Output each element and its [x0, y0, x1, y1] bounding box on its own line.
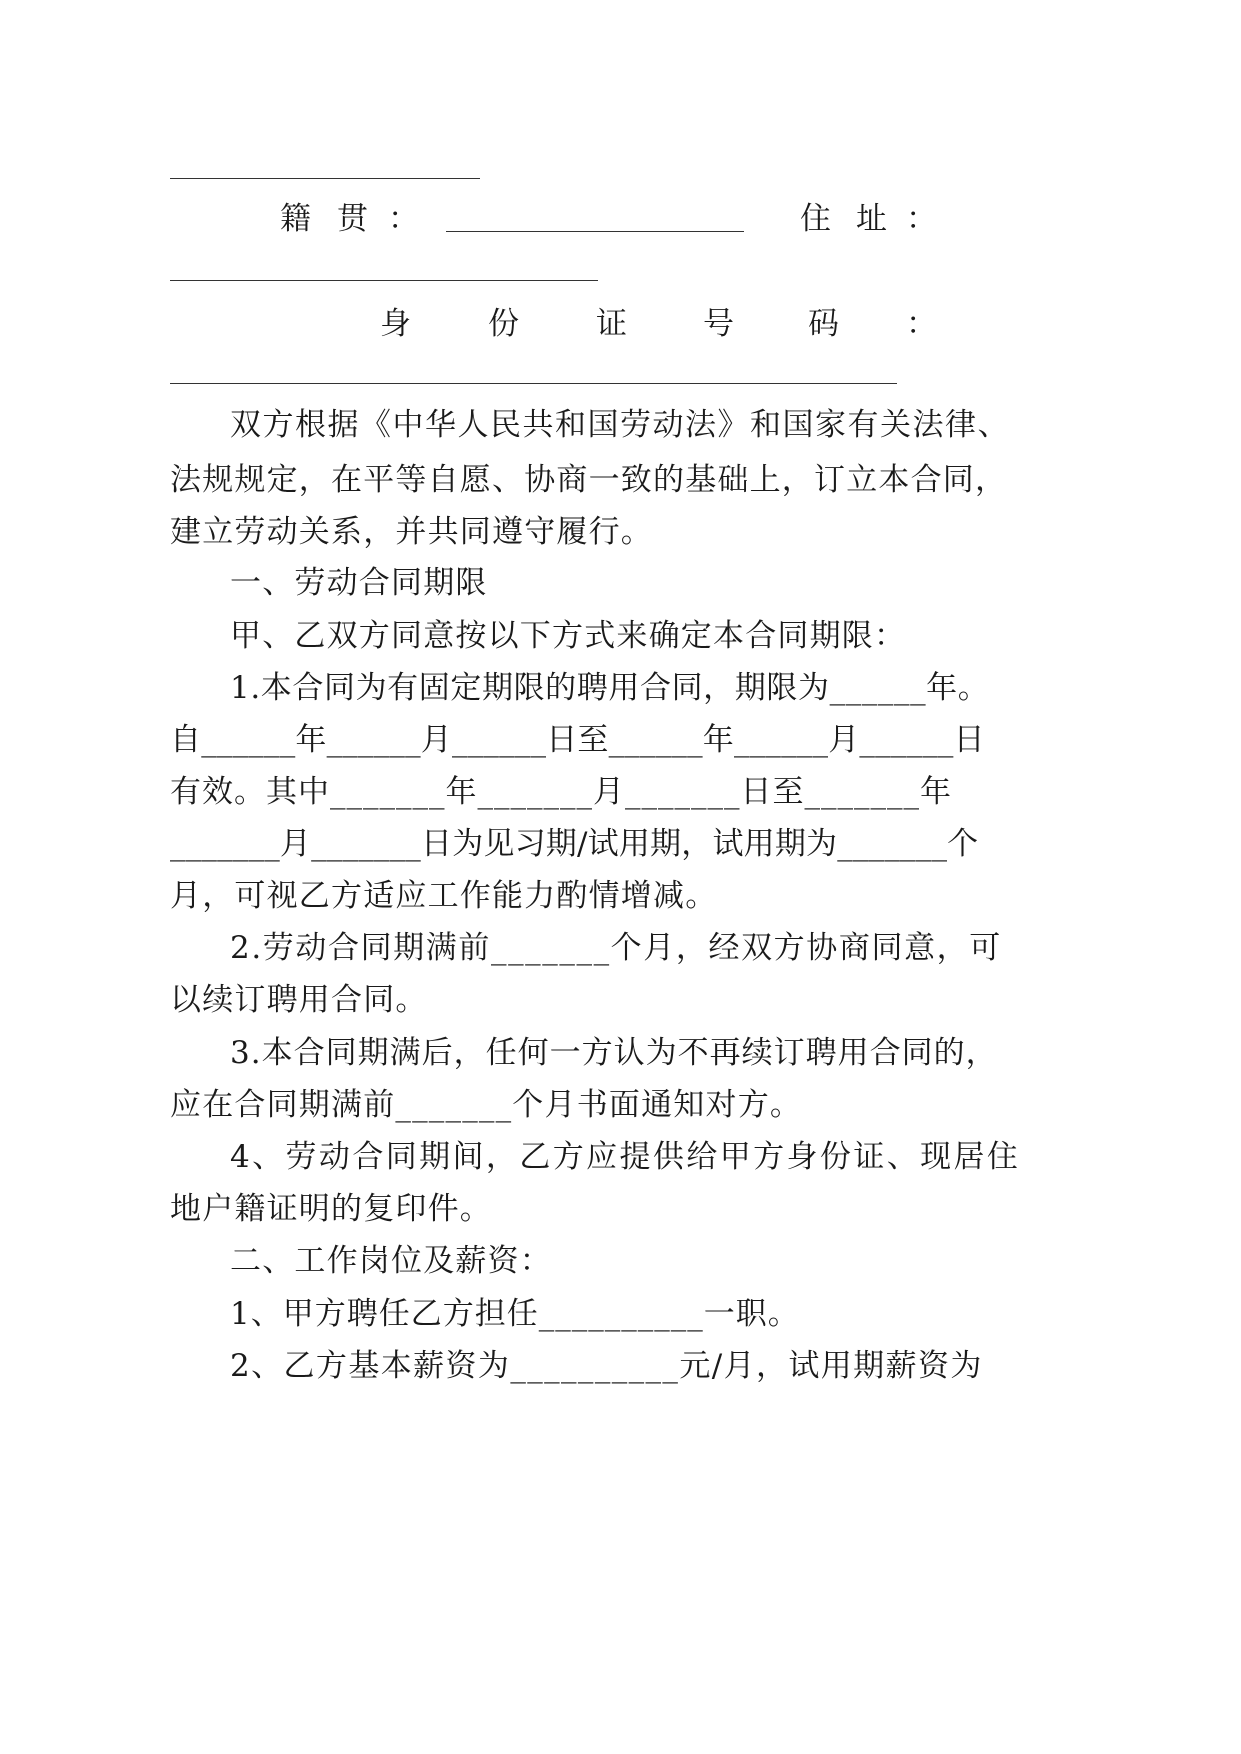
section-heading: 二、工作岗位及薪资： — [230, 1243, 552, 1279]
label-address-colon: ： — [906, 201, 937, 237]
label-address-1: 住 — [800, 201, 831, 237]
paragraph-line: 1.本合同为有固定期限的聘用合同，期限为______年。 — [230, 670, 990, 706]
label-id-colon: ： — [906, 306, 937, 342]
paragraph-line: 法规规定，在平等自愿、协商一致的基础上，订立本合同， — [170, 462, 1008, 498]
paragraph-line: 2、乙方基本薪资为__________元/月，试用期薪资为 — [230, 1348, 983, 1384]
label-native-colon: ： — [388, 201, 419, 237]
section-heading: 一、劳动合同期限 — [230, 565, 488, 601]
paragraph-line: _______月_______日为见习期/试用期，试用期为_______个 — [170, 826, 979, 862]
paragraph-line: 建立劳动关系，并共同遵守履行。 — [170, 514, 653, 550]
paragraph-line: 甲、乙双方同意按以下方式来确定本合同期限： — [230, 618, 907, 654]
label-id-4: 号 — [703, 306, 734, 342]
label-native-1: 籍 — [280, 201, 311, 237]
paragraph-line: 1、甲方聘任乙方担任__________一职。 — [230, 1296, 800, 1332]
paragraph-line: 以续订聘用合同。 — [170, 982, 428, 1018]
label-address-2: 址 — [856, 201, 887, 237]
blank-line — [170, 178, 480, 179]
paragraph-line: 应在合同期满前_______个月书面通知对方。 — [170, 1087, 803, 1123]
paragraph-line: 自______年______月______日至______年______月______日 — [170, 722, 985, 758]
label-id-1: 身 — [380, 306, 411, 342]
label-id-3: 证 — [596, 306, 627, 342]
paragraph-line: 4、劳动合同期间，乙方应提供给甲方身份证、现居住 — [230, 1139, 1021, 1175]
paragraph-line: 3.本合同期满后，任何一方认为不再续订聘用合同的， — [230, 1035, 998, 1071]
paragraph-line: 双方根据《中华人民共和国劳动法》和国家有关法律、 — [230, 407, 1010, 443]
id-number-blank — [170, 383, 897, 384]
label-id-2: 份 — [488, 306, 519, 342]
paragraph-line: 2.劳动合同期满前_______个月，经双方协商同意，可 — [230, 930, 1002, 966]
paragraph-line: 有效。其中_______年_______月_______日至_______年 — [170, 774, 952, 810]
paragraph-line: 月，可视乙方适应工作能力酌情增减。 — [170, 878, 718, 914]
address-blank — [170, 280, 598, 281]
paragraph-line: 地户籍证明的复印件。 — [170, 1191, 492, 1227]
label-native-2: 贯 — [337, 201, 368, 237]
label-id-5: 码 — [808, 306, 839, 342]
native-place-blank — [446, 231, 744, 232]
